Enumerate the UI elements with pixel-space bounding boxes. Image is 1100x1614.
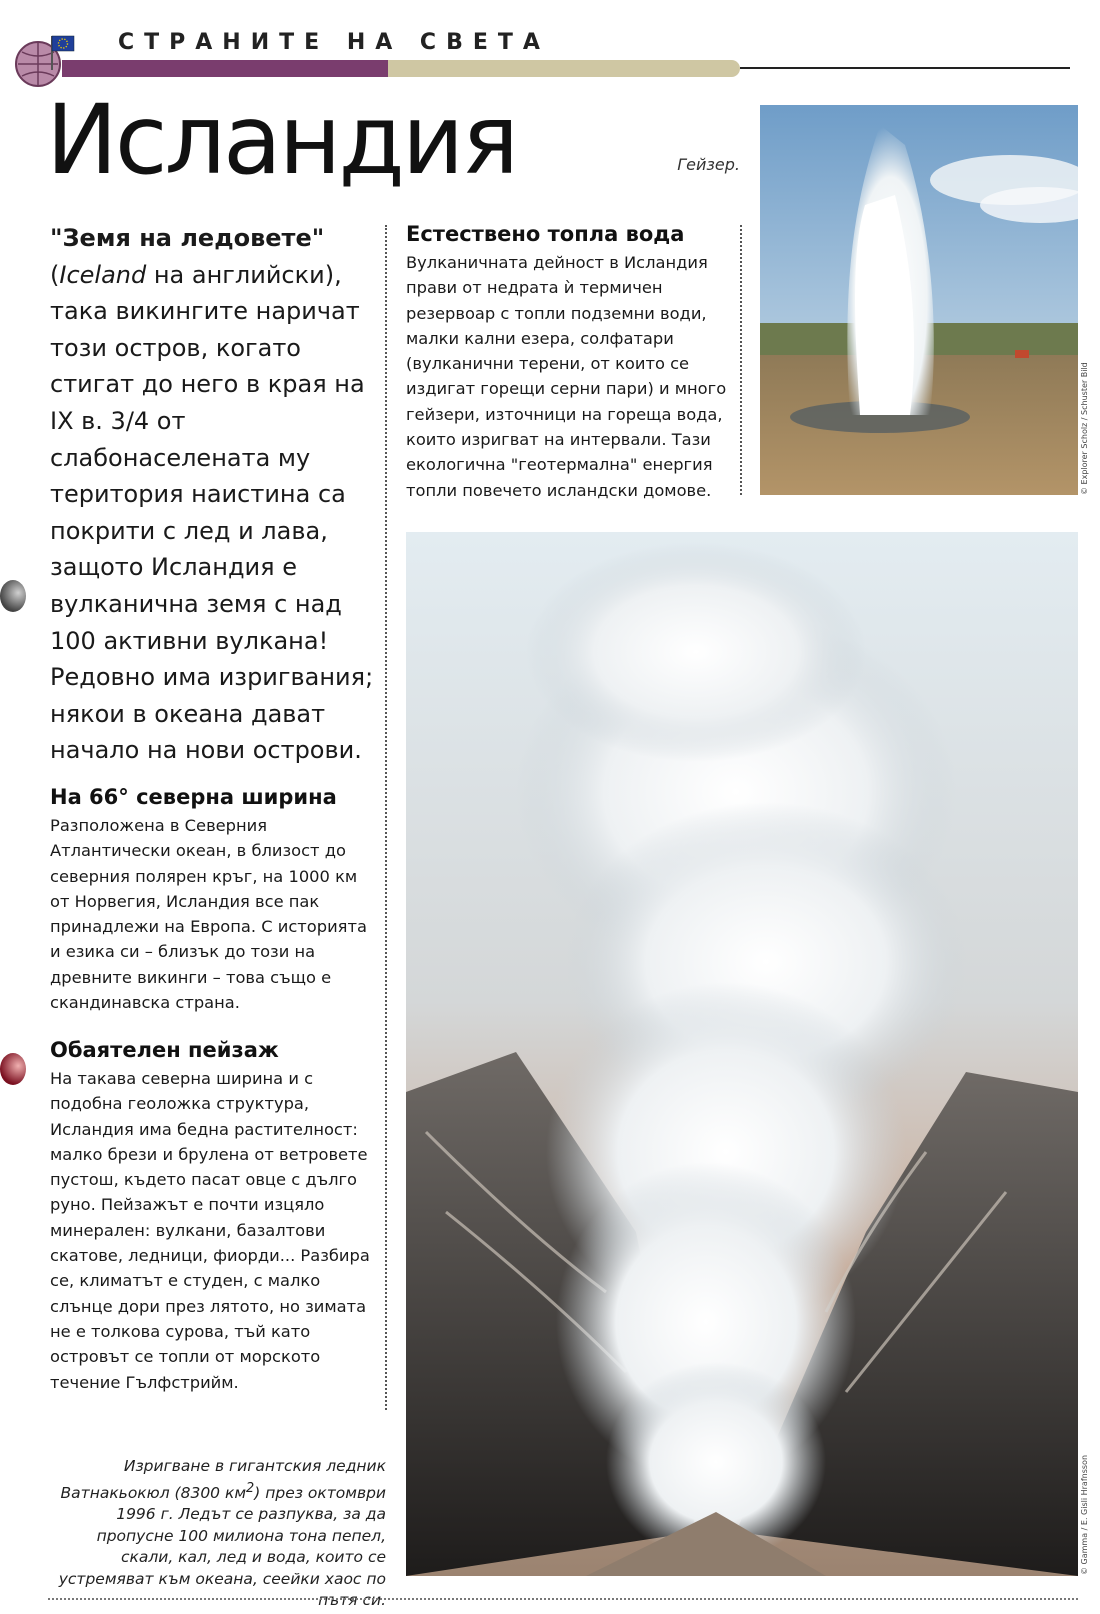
eruption-photo	[406, 532, 1078, 1576]
geyser-photo	[760, 105, 1078, 495]
intro-text: на английски), така викингите наричат този остров, когато стигат до него в края на IX в. 3/4 от слабонаселената му територия наистина са покрити с лед и лава, защото Исландия е вулканична земя с над 100 активни вулкана! Редовно има изригвания; някои в океана дават начало на нови острови.	[50, 260, 374, 765]
grey-marker-icon	[0, 580, 26, 612]
eruption-caption	[50, 1456, 386, 1612]
eruption-photo-credit: © Gamma / E. Gisli Hrafnsson	[1080, 1454, 1089, 1575]
page-title: Исландия	[46, 84, 517, 196]
section-latitude-heading: На 66° северна ширина	[50, 785, 337, 809]
bottom-rule	[48, 1598, 1078, 1600]
section-latitude-body: Разположена в Северния Атлантически океан, в близост до северния полярен кръг, на 1000 км от Норвегия, Исландия все пак принадлежи на Европа. С историята и езика си – близък до този на древните викинги – това също е скандинавска страна.	[50, 816, 367, 1013]
eruption-caption-sup: 2	[246, 1480, 255, 1496]
intro-lead: "Земя на ледовете"	[50, 224, 325, 252]
section-hot-water-heading: Естествено топла вода	[406, 222, 685, 246]
header-bar-left	[62, 60, 390, 77]
column-divider	[385, 225, 387, 1410]
intro-text-pre: (	[50, 260, 60, 289]
header-bar-right	[388, 60, 740, 77]
section-label: СТРАНИТЕ НА СВЕТА	[118, 30, 550, 55]
section-landscape-heading: Обаятелен пейзаж	[50, 1038, 279, 1062]
section-landscape-body: На такава северна ширина и с подобна геоложка структура, Исландия има бедна растителност: малко брези и брулена от ветровете пустош, където пасат овце с дълго руно. Пейзажът е почти изцяло минерален: вулкани, базалтови скатове, ледници, фиорди... Разбира се, климатът е студен, с малко слънце дори през лятото, но зимата не е толкова сурова, тъй като островът се топли от морското течение Гълфстрийм.	[50, 1069, 370, 1392]
intro-text-italic: Iceland	[59, 260, 147, 289]
geyser-photo-credit: © Explorer Scholz / Schuster Bild	[1080, 362, 1089, 495]
header-rule	[740, 67, 1070, 69]
eruption-caption-post: ) през октомври 1996 г. Ледът се разпуква, за да пропусне 100 милиона тона пепел, скали, кал, лед и вода, които се устремяват към океана, сеейки хаос по пътя си.	[58, 1483, 386, 1610]
intro-paragraph	[50, 220, 380, 769]
red-marker-icon	[0, 1053, 26, 1085]
geyser-caption: Гейзер.	[677, 155, 740, 174]
section-hot-water-body: Вулканичната дейност в Исландия прави от недрата ѝ термичен резервоар с топли подземни води, малки кални езера, солфатари (вулканични терени, от които се издигат горещи серни пари) и много гейзери, източници на гореща вода, които изригват на интервали. Тази екологична "геотермална" енергия топли повечето исландски домове.	[406, 253, 727, 500]
column-divider-right	[740, 225, 742, 495]
eruption-caption-pre: Изригване в гигантския ледник Ватнакьокюл (8300 км	[60, 1457, 386, 1502]
